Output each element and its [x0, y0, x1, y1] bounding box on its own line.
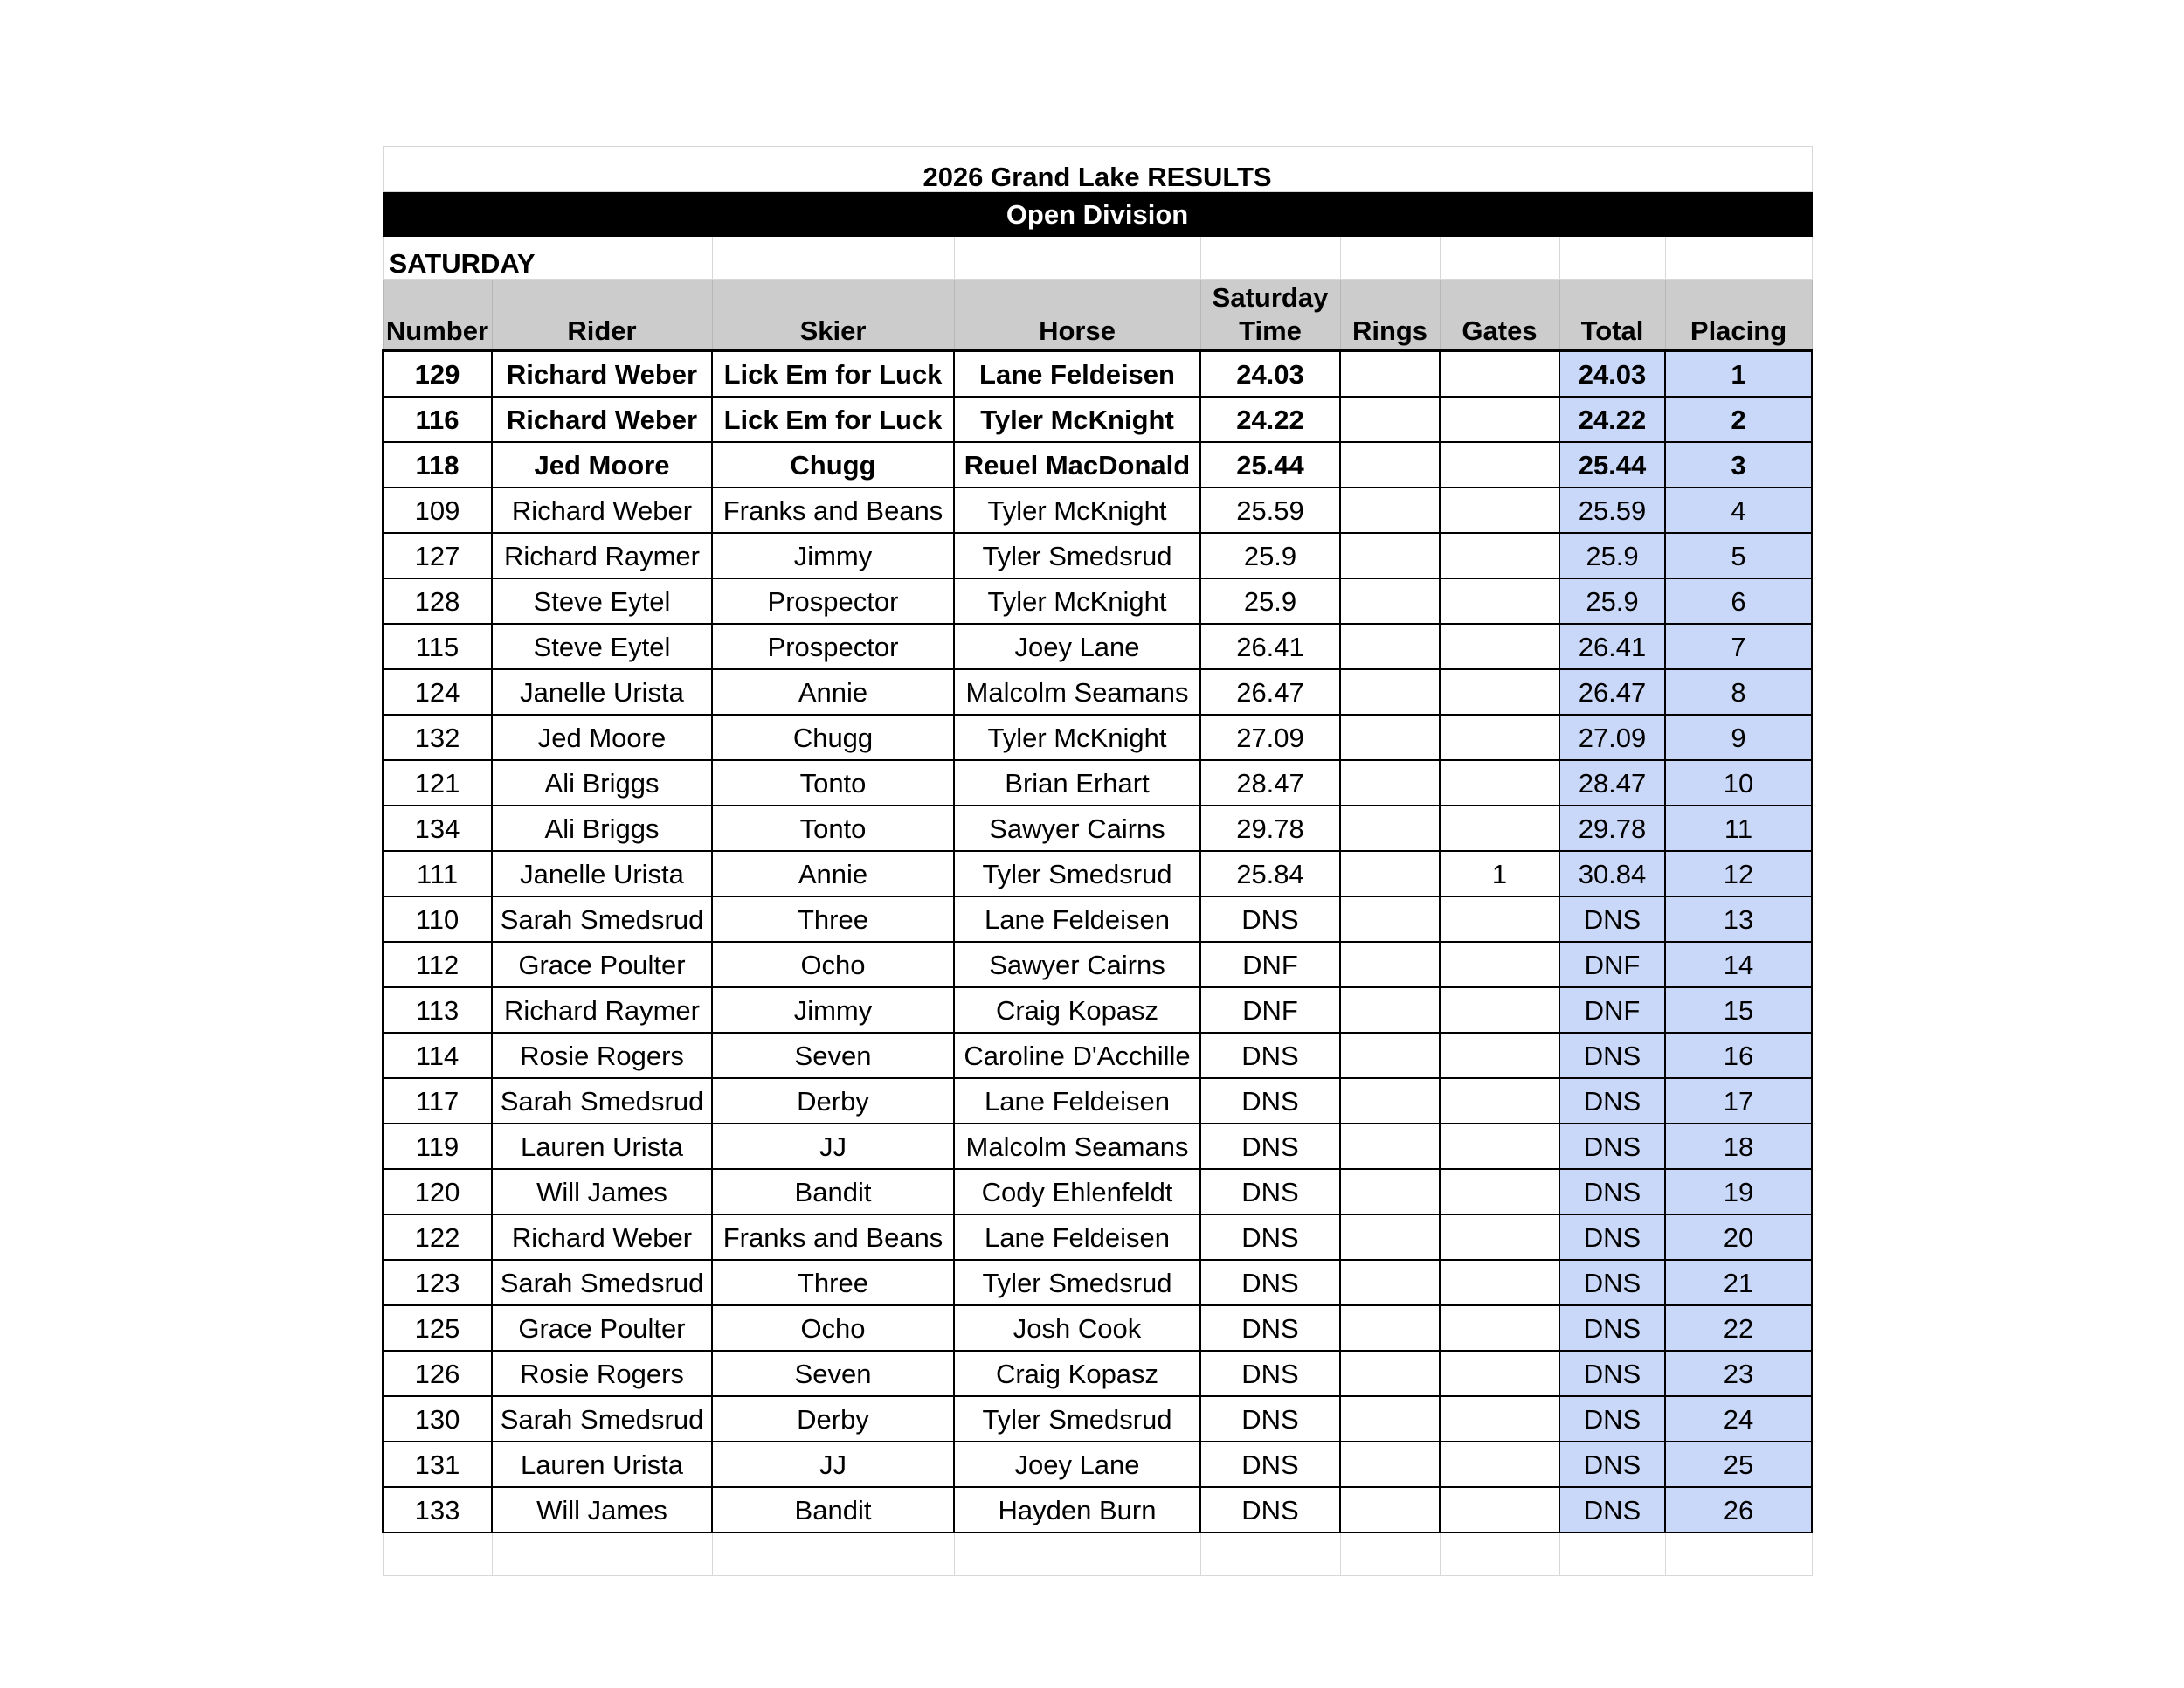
table-row	[383, 488, 1812, 533]
rider-cell: Grace Poulter	[492, 942, 712, 987]
skier-cell: Prospector	[712, 624, 954, 669]
gates-cell	[1440, 488, 1559, 533]
total-cell: DNF	[1559, 942, 1665, 987]
skier-cell: Jimmy	[712, 987, 954, 1033]
horse-cell: Tyler McKnight	[954, 397, 1200, 442]
skier-cell: Chugg	[712, 442, 954, 488]
number-cell: 130	[383, 1396, 492, 1442]
horse-cell: Lane Feldeisen	[954, 1214, 1200, 1260]
skier-cell: Ocho	[712, 1305, 954, 1351]
total-cell: DNS	[1559, 1305, 1665, 1351]
horse-cell: Craig Kopasz	[954, 987, 1200, 1033]
results-sheet	[382, 146, 1811, 1576]
horse-cell: Lane Feldeisen	[954, 1078, 1200, 1124]
total-cell: 25.9	[1559, 578, 1665, 624]
empty-cell	[1340, 237, 1440, 280]
total-cell: DNS	[1559, 1033, 1665, 1078]
column-header-placing: Placing	[1665, 280, 1812, 351]
table-row	[383, 1396, 1812, 1442]
number-cell: 129	[383, 351, 492, 398]
horse-cell: Hayden Burn	[954, 1487, 1200, 1532]
time-cell: DNS	[1200, 1124, 1340, 1169]
gates-cell	[1440, 1351, 1559, 1396]
placing-cell: 21	[1665, 1260, 1812, 1305]
table-row	[383, 851, 1812, 896]
time-cell: DNS	[1200, 1214, 1340, 1260]
placing-cell: 13	[1665, 896, 1812, 942]
empty-cell	[954, 1532, 1200, 1576]
rider-cell: Will James	[492, 1487, 712, 1532]
time-cell: DNS	[1200, 1396, 1340, 1442]
total-cell: DNS	[1559, 1396, 1665, 1442]
column-header-rider: Rider	[492, 280, 712, 351]
placing-cell: 2	[1665, 397, 1812, 442]
horse-cell: Tyler Smedsrud	[954, 1396, 1200, 1442]
day-label: SATURDAY	[383, 237, 712, 280]
gates-cell	[1440, 942, 1559, 987]
rider-cell: Sarah Smedsrud	[492, 1078, 712, 1124]
placing-cell: 6	[1665, 578, 1812, 624]
rider-cell: Ali Briggs	[492, 760, 712, 806]
total-cell: 24.03	[1559, 351, 1665, 398]
rings-cell	[1340, 1169, 1440, 1214]
placing-cell: 4	[1665, 488, 1812, 533]
number-cell: 124	[383, 669, 492, 715]
rings-cell	[1340, 1078, 1440, 1124]
table-row	[383, 624, 1812, 669]
horse-cell: Caroline D'Acchille	[954, 1033, 1200, 1078]
rider-cell: Richard Weber	[492, 488, 712, 533]
skier-cell: Three	[712, 1260, 954, 1305]
number-cell: 118	[383, 442, 492, 488]
placing-cell: 19	[1665, 1169, 1812, 1214]
skier-cell: Derby	[712, 1078, 954, 1124]
gates-cell	[1440, 669, 1559, 715]
total-cell: DNS	[1559, 1351, 1665, 1396]
skier-cell: JJ	[712, 1442, 954, 1487]
placing-cell: 16	[1665, 1033, 1812, 1078]
gates-cell: 1	[1440, 851, 1559, 896]
column-header-number: Number	[383, 280, 492, 351]
placing-cell: 23	[1665, 1351, 1812, 1396]
number-cell: 113	[383, 987, 492, 1033]
skier-cell: Three	[712, 896, 954, 942]
rings-cell	[1340, 1487, 1440, 1532]
rider-cell: Richard Weber	[492, 397, 712, 442]
placing-cell: 25	[1665, 1442, 1812, 1487]
time-cell: DNF	[1200, 942, 1340, 987]
skier-cell: Franks and Beans	[712, 488, 954, 533]
gates-cell	[1440, 760, 1559, 806]
table-row	[383, 1260, 1812, 1305]
skier-cell: Lick Em for Luck	[712, 397, 954, 442]
placing-cell: 1	[1665, 351, 1812, 398]
table-row	[383, 1214, 1812, 1260]
empty-cell	[1440, 237, 1559, 280]
placing-cell: 12	[1665, 851, 1812, 896]
number-cell: 133	[383, 1487, 492, 1532]
sheet-title: 2026 Grand Lake RESULTS	[383, 147, 1812, 192]
placing-cell: 5	[1665, 533, 1812, 578]
total-cell: DNS	[1559, 1260, 1665, 1305]
total-cell: 25.59	[1559, 488, 1665, 533]
horse-cell: Tyler Smedsrud	[954, 1260, 1200, 1305]
skier-cell: Seven	[712, 1351, 954, 1396]
number-cell: 109	[383, 488, 492, 533]
total-cell: DNS	[1559, 1169, 1665, 1214]
rings-cell	[1340, 851, 1440, 896]
number-cell: 120	[383, 1169, 492, 1214]
total-cell: DNS	[1559, 1124, 1665, 1169]
column-header-gates: Gates	[1440, 280, 1559, 351]
number-cell: 114	[383, 1033, 492, 1078]
time-cell: 26.41	[1200, 624, 1340, 669]
rings-cell	[1340, 1214, 1440, 1260]
gates-cell	[1440, 533, 1559, 578]
time-cell: DNS	[1200, 1260, 1340, 1305]
rings-cell	[1340, 1396, 1440, 1442]
table-row	[383, 1487, 1812, 1532]
number-cell: 132	[383, 715, 492, 760]
skier-cell: Tonto	[712, 806, 954, 851]
column-header-rings: Rings	[1340, 280, 1440, 351]
gates-cell	[1440, 1442, 1559, 1487]
placing-cell: 15	[1665, 987, 1812, 1033]
column-header-skier: Skier	[712, 280, 954, 351]
rider-cell: Rosie Rogers	[492, 1351, 712, 1396]
number-cell: 115	[383, 624, 492, 669]
placing-cell: 22	[1665, 1305, 1812, 1351]
placing-cell: 17	[1665, 1078, 1812, 1124]
horse-cell: Craig Kopasz	[954, 1351, 1200, 1396]
skier-cell: Lick Em for Luck	[712, 351, 954, 398]
time-cell: 25.84	[1200, 851, 1340, 896]
table-row	[383, 442, 1812, 488]
rider-cell: Lauren Urista	[492, 1442, 712, 1487]
header-line: Saturday	[1212, 282, 1329, 314]
rider-cell: Rosie Rogers	[492, 1033, 712, 1078]
rings-cell	[1340, 1260, 1440, 1305]
rider-cell: Ali Briggs	[492, 806, 712, 851]
skier-cell: Seven	[712, 1033, 954, 1078]
time-cell: DNF	[1200, 987, 1340, 1033]
rings-cell	[1340, 806, 1440, 851]
table-row	[383, 896, 1812, 942]
table-row	[383, 1078, 1812, 1124]
gates-cell	[1440, 806, 1559, 851]
rings-cell	[1340, 942, 1440, 987]
horse-cell: Malcolm Seamans	[954, 669, 1200, 715]
placing-cell: 8	[1665, 669, 1812, 715]
rings-cell	[1340, 1124, 1440, 1169]
rings-cell	[1340, 397, 1440, 442]
empty-cell	[1559, 1532, 1665, 1576]
table-row	[383, 806, 1812, 851]
table-row	[383, 942, 1812, 987]
horse-cell: Lane Feldeisen	[954, 351, 1200, 398]
rings-cell	[1340, 533, 1440, 578]
rings-cell	[1340, 715, 1440, 760]
rings-cell	[1340, 1351, 1440, 1396]
rings-cell	[1340, 669, 1440, 715]
number-cell: 127	[383, 533, 492, 578]
gates-cell	[1440, 1169, 1559, 1214]
table-row	[383, 669, 1812, 715]
division-banner: Open Division	[383, 192, 1812, 237]
table-row	[383, 533, 1812, 578]
gates-cell	[1440, 715, 1559, 760]
number-cell: 122	[383, 1214, 492, 1260]
gates-cell	[1440, 1487, 1559, 1532]
rings-cell	[1340, 488, 1440, 533]
time-cell: DNS	[1200, 1442, 1340, 1487]
horse-cell: Cody Ehlenfeldt	[954, 1169, 1200, 1214]
table-row	[383, 1124, 1812, 1169]
skier-cell: Annie	[712, 851, 954, 896]
skier-cell: Derby	[712, 1396, 954, 1442]
rider-cell: Sarah Smedsrud	[492, 1260, 712, 1305]
horse-cell: Tyler Smedsrud	[954, 851, 1200, 896]
skier-cell: JJ	[712, 1124, 954, 1169]
number-cell: 112	[383, 942, 492, 987]
placing-cell: 18	[1665, 1124, 1812, 1169]
rings-cell	[1340, 1305, 1440, 1351]
rings-cell	[1340, 578, 1440, 624]
time-cell: 25.44	[1200, 442, 1340, 488]
gates-cell	[1440, 1078, 1559, 1124]
rider-cell: Steve Eytel	[492, 624, 712, 669]
gates-cell	[1440, 1124, 1559, 1169]
rider-cell: Lauren Urista	[492, 1124, 712, 1169]
total-cell: DNS	[1559, 1487, 1665, 1532]
placing-cell: 24	[1665, 1396, 1812, 1442]
rings-cell	[1340, 896, 1440, 942]
rider-cell: Jed Moore	[492, 715, 712, 760]
horse-cell: Joey Lane	[954, 624, 1200, 669]
total-cell: DNS	[1559, 1442, 1665, 1487]
time-cell: DNS	[1200, 1351, 1340, 1396]
total-cell: 26.47	[1559, 669, 1665, 715]
rings-cell	[1340, 351, 1440, 398]
total-cell: DNF	[1559, 987, 1665, 1033]
time-cell: DNS	[1200, 1487, 1340, 1532]
time-cell: 28.47	[1200, 760, 1340, 806]
rider-cell: Jed Moore	[492, 442, 712, 488]
gates-cell	[1440, 1033, 1559, 1078]
gates-cell	[1440, 1305, 1559, 1351]
gates-cell	[1440, 442, 1559, 488]
empty-cell	[492, 1532, 712, 1576]
rider-cell: Grace Poulter	[492, 1305, 712, 1351]
empty-cell	[1340, 1532, 1440, 1576]
gates-cell	[1440, 987, 1559, 1033]
number-cell: 110	[383, 896, 492, 942]
column-header-total: Total	[1559, 280, 1665, 351]
number-cell: 126	[383, 1351, 492, 1396]
time-cell: 29.78	[1200, 806, 1340, 851]
time-cell: DNS	[1200, 1169, 1340, 1214]
empty-cell	[1665, 237, 1812, 280]
horse-cell: Sawyer Cairns	[954, 942, 1200, 987]
time-cell: 25.9	[1200, 578, 1340, 624]
rider-cell: Richard Weber	[492, 1214, 712, 1260]
column-header-row	[383, 280, 1812, 351]
gates-cell	[1440, 397, 1559, 442]
table-row	[383, 351, 1812, 398]
time-cell: 24.03	[1200, 351, 1340, 398]
placing-cell: 7	[1665, 624, 1812, 669]
rider-cell: Will James	[492, 1169, 712, 1214]
placing-cell: 11	[1665, 806, 1812, 851]
number-cell: 111	[383, 851, 492, 896]
empty-cell	[1200, 237, 1340, 280]
blank-row	[383, 1532, 1812, 1576]
number-cell: 123	[383, 1260, 492, 1305]
gates-cell	[1440, 1260, 1559, 1305]
gates-cell	[1440, 351, 1559, 398]
total-cell: 24.22	[1559, 397, 1665, 442]
empty-cell	[954, 237, 1200, 280]
total-cell: 26.41	[1559, 624, 1665, 669]
table-row	[383, 987, 1812, 1033]
column-header-saturday-time	[1200, 280, 1340, 351]
rider-cell: Sarah Smedsrud	[492, 896, 712, 942]
time-cell: 25.9	[1200, 533, 1340, 578]
horse-cell: Sawyer Cairns	[954, 806, 1200, 851]
table-row	[383, 397, 1812, 442]
placing-cell: 26	[1665, 1487, 1812, 1532]
table-row	[383, 715, 1812, 760]
gates-cell	[1440, 624, 1559, 669]
horse-cell: Brian Erhart	[954, 760, 1200, 806]
number-cell: 117	[383, 1078, 492, 1124]
number-cell: 116	[383, 397, 492, 442]
horse-cell: Tyler McKnight	[954, 488, 1200, 533]
skier-cell: Bandit	[712, 1169, 954, 1214]
time-cell: DNS	[1200, 1033, 1340, 1078]
empty-cell	[1665, 1532, 1812, 1576]
horse-cell: Josh Cook	[954, 1305, 1200, 1351]
results-table	[382, 146, 1813, 1576]
rider-cell: Richard Raymer	[492, 987, 712, 1033]
horse-cell: Tyler Smedsrud	[954, 533, 1200, 578]
empty-cell	[1440, 1532, 1559, 1576]
table-row	[383, 1351, 1812, 1396]
header-line: Time	[1239, 315, 1302, 347]
number-cell: 134	[383, 806, 492, 851]
time-cell: DNS	[1200, 896, 1340, 942]
horse-cell: Reuel MacDonald	[954, 442, 1200, 488]
time-cell: 26.47	[1200, 669, 1340, 715]
placing-cell: 3	[1665, 442, 1812, 488]
skier-cell: Tonto	[712, 760, 954, 806]
skier-cell: Ocho	[712, 942, 954, 987]
rider-cell: Richard Raymer	[492, 533, 712, 578]
empty-cell	[712, 1532, 954, 1576]
table-row	[383, 1305, 1812, 1351]
skier-cell: Prospector	[712, 578, 954, 624]
gates-cell	[1440, 896, 1559, 942]
total-cell: DNS	[1559, 1214, 1665, 1260]
rider-cell: Steve Eytel	[492, 578, 712, 624]
horse-cell: Joey Lane	[954, 1442, 1200, 1487]
table-row	[383, 1169, 1812, 1214]
rings-cell	[1340, 624, 1440, 669]
column-header-horse: Horse	[954, 280, 1200, 351]
time-cell: 25.59	[1200, 488, 1340, 533]
empty-cell	[712, 237, 954, 280]
gates-cell	[1440, 578, 1559, 624]
table-row	[383, 760, 1812, 806]
total-cell: 30.84	[1559, 851, 1665, 896]
time-cell: DNS	[1200, 1078, 1340, 1124]
placing-cell: 14	[1665, 942, 1812, 987]
number-cell: 131	[383, 1442, 492, 1487]
total-cell: DNS	[1559, 896, 1665, 942]
skier-cell: Annie	[712, 669, 954, 715]
table-row	[383, 1033, 1812, 1078]
placing-cell: 20	[1665, 1214, 1812, 1260]
number-cell: 128	[383, 578, 492, 624]
rings-cell	[1340, 987, 1440, 1033]
total-cell: 29.78	[1559, 806, 1665, 851]
rings-cell	[1340, 1442, 1440, 1487]
rings-cell	[1340, 442, 1440, 488]
rider-cell: Sarah Smedsrud	[492, 1396, 712, 1442]
skier-cell: Jimmy	[712, 533, 954, 578]
placing-cell: 10	[1665, 760, 1812, 806]
gates-cell	[1440, 1214, 1559, 1260]
rings-cell	[1340, 760, 1440, 806]
skier-cell: Bandit	[712, 1487, 954, 1532]
number-cell: 121	[383, 760, 492, 806]
number-cell: 119	[383, 1124, 492, 1169]
empty-cell	[1559, 237, 1665, 280]
skier-cell: Franks and Beans	[712, 1214, 954, 1260]
total-cell: 25.9	[1559, 533, 1665, 578]
horse-cell: Tyler McKnight	[954, 715, 1200, 760]
time-cell: 24.22	[1200, 397, 1340, 442]
rings-cell	[1340, 1033, 1440, 1078]
horse-cell: Lane Feldeisen	[954, 896, 1200, 942]
table-row	[383, 1442, 1812, 1487]
number-cell: 125	[383, 1305, 492, 1351]
total-cell: 27.09	[1559, 715, 1665, 760]
time-cell: 27.09	[1200, 715, 1340, 760]
empty-cell	[383, 1532, 492, 1576]
time-cell: DNS	[1200, 1305, 1340, 1351]
total-cell: DNS	[1559, 1078, 1665, 1124]
skier-cell: Chugg	[712, 715, 954, 760]
total-cell: 25.44	[1559, 442, 1665, 488]
horse-cell: Malcolm Seamans	[954, 1124, 1200, 1169]
gates-cell	[1440, 1396, 1559, 1442]
placing-cell: 9	[1665, 715, 1812, 760]
table-row	[383, 578, 1812, 624]
empty-cell	[1200, 1532, 1340, 1576]
rider-cell: Richard Weber	[492, 351, 712, 398]
total-cell: 28.47	[1559, 760, 1665, 806]
rider-cell: Janelle Urista	[492, 669, 712, 715]
horse-cell: Tyler McKnight	[954, 578, 1200, 624]
rider-cell: Janelle Urista	[492, 851, 712, 896]
